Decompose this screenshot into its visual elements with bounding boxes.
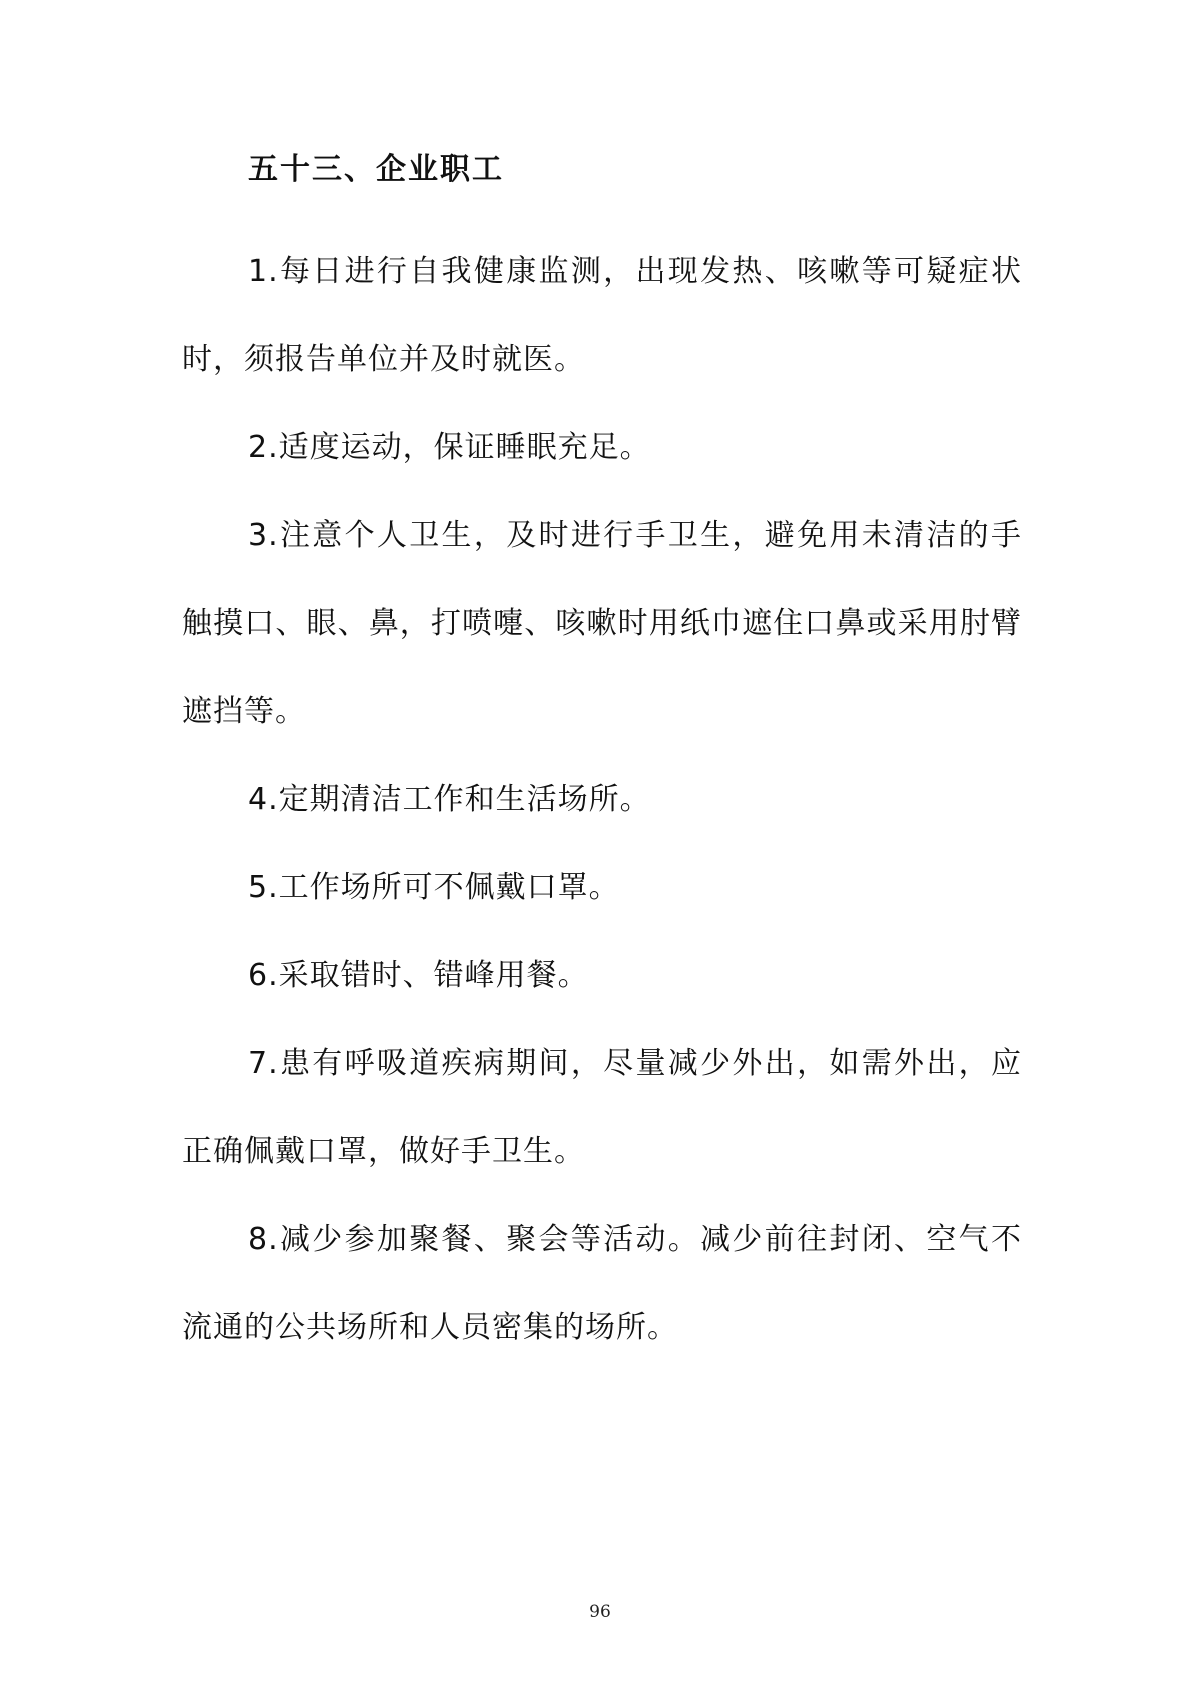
paragraph-3: 3.注意个人卫生，及时进行手卫生，避免用未清洁的手触摸口、眼、鼻，打喷嚏、咳嗽时用纸巾遮住口鼻或采用肘臂遮挡等。 (182, 518, 1022, 729)
paragraph-7: 7.患有呼吸道疾病期间，尽量减少外出，如需外出，应正确佩戴口罩，做好手卫生。 (182, 1046, 1022, 1169)
section-heading: 五十三、企业职工 (248, 152, 504, 187)
paragraph-1: 1.每日进行自我健康监测，出现发热、咳嗽等可疑症状时，须报告单位并及时就医。 (182, 254, 1022, 377)
document-body (182, 140, 1022, 1372)
paragraph-5: 5.工作场所可不佩戴口罩。 (248, 870, 620, 905)
page-number: 96 (589, 1602, 611, 1622)
paragraph-6: 6.采取错时、错峰用餐。 (248, 958, 589, 993)
paragraph-4: 4.定期清洁工作和生活场所。 (248, 782, 651, 817)
paragraph-2: 2.适度运动，保证睡眠充足。 (248, 430, 651, 465)
paragraph-8: 8.减少参加聚餐、聚会等活动。减少前往封闭、空气不流通的公共场所和人员密集的场所。 (182, 1222, 1022, 1345)
